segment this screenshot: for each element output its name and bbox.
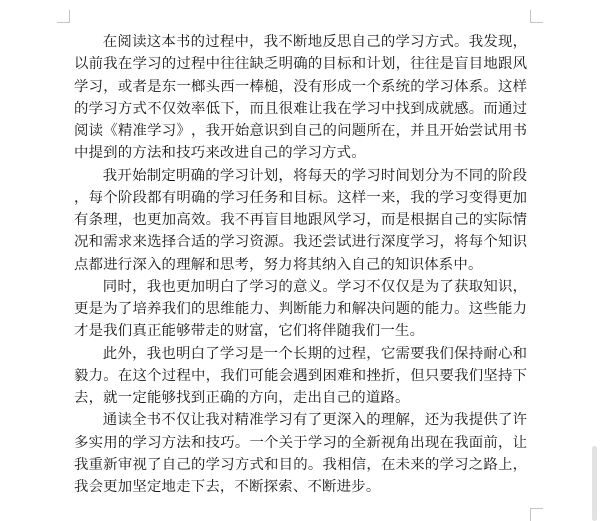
paragraph-line: 通读全书不仅让我对精准学习有了更深入的理解，还为我提供了许 bbox=[102, 412, 527, 429]
paragraph-1 bbox=[74, 31, 527, 165]
paragraph-line: 才是我们真正能够带走的财富，它们将伴随我们一生。 bbox=[74, 323, 425, 340]
corner-mark-top-left bbox=[57, 10, 70, 23]
corner-mark-top-right bbox=[530, 10, 543, 23]
paragraph-line: 阅读《精准学习》，我开始意识到自己的问题所在，并且开始尝试用书 bbox=[74, 123, 527, 139]
paragraph-line: 在阅读这本书的过程中，我不断地反思自己的学习方式。我发现， bbox=[102, 34, 527, 50]
paragraph-line: 以前我在学习的过程中往往缺乏明确的目标和计划，往往是盲目地跟风 bbox=[74, 56, 527, 73]
paragraph-2 bbox=[74, 165, 527, 276]
paragraph-line: 况和需求来选择合适的学习资源。我还尝试进行深度学习，将每个知识 bbox=[74, 234, 527, 251]
paragraph-line: 我重新审视了自己的学习方式和目的。我相信，在未来的学习之路上， bbox=[74, 456, 527, 473]
paragraph-line: 同时，我也更加明白了学习的意义。学习不仅仅是为了获取知识， bbox=[102, 278, 527, 295]
paragraph-line: 更是为了培养我们的思维能力、判断能力和解决问题的能力。这些能力 bbox=[74, 301, 527, 317]
paragraph-line: 点都进行深入的理解和思考，努力将其纳入自己的知识体系中。 bbox=[74, 256, 483, 273]
paragraph-line: ，每个阶段都有明确的学习任务和目标。这样一来，我的学习变得更加 bbox=[74, 189, 527, 206]
document-body[interactable] bbox=[74, 31, 527, 498]
paragraph-line: 此外，我也明白了学习是一个长期的过程，它需要我们保持耐心和 bbox=[102, 345, 527, 362]
paragraph-line: 多实用的学习方法和技巧。一个关于学习的全新视角出现在我面前，让 bbox=[74, 434, 527, 451]
paragraph-line: 中提到的方法和技巧来改进自己的学习方式。 bbox=[74, 145, 366, 162]
paragraph-line: 我会更加坚定地走下去，不断探索、不断进步。 bbox=[74, 479, 381, 495]
paragraph-line: 去，就一定能够找到正确的方向，走出自己的道路。 bbox=[74, 390, 410, 406]
paragraph-3 bbox=[74, 276, 527, 343]
paragraph-line: 学习，或者是东一榔头西一棒槌，没有形成一个系统的学习体系。这样 bbox=[74, 78, 527, 95]
paragraph-4 bbox=[74, 343, 527, 410]
paragraph-line: 我开始制定明确的学习计划，将每天的学习时间划分为不同的阶段 bbox=[102, 167, 527, 184]
paragraph-5 bbox=[74, 409, 527, 498]
paragraph-line: 毅力。在这个过程中，我们可能会遇到困难和挫折，但只要我们坚持下 bbox=[74, 367, 527, 384]
corner-mark-bottom-right bbox=[530, 508, 543, 521]
scrollbar-thumb[interactable] bbox=[592, 446, 597, 521]
paragraph-line: 有条理，也更加高效。我不再盲目地跟风学习，而是根据自己的实际情 bbox=[74, 212, 527, 228]
paragraph-line: 的学习方式不仅效率低下，而且很难让我在学习中找到成就感。而通过 bbox=[74, 100, 527, 117]
